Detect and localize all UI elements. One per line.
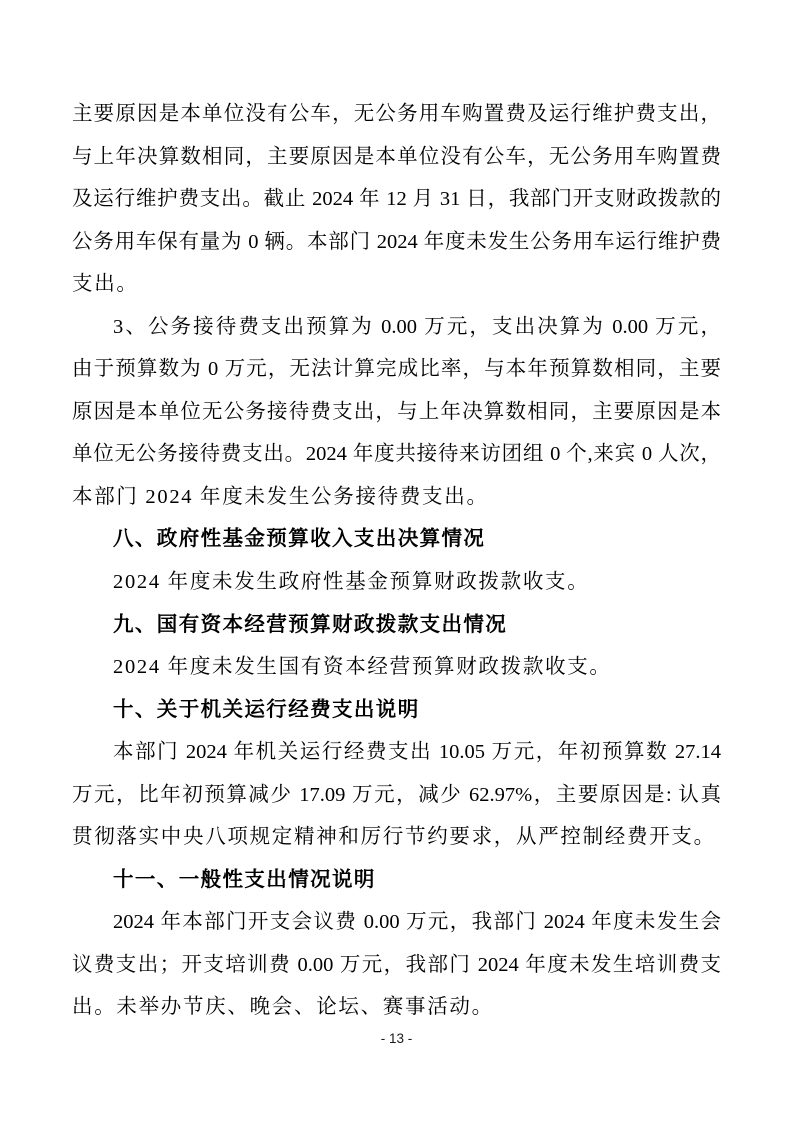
text-line: 2024 年度未发生国有资本经营预算财政拨款收支。	[113, 656, 612, 679]
section-heading: 十一、一般性支出情况说明	[113, 867, 376, 891]
text-line: 出。未举办节庆、晚会、论坛、赛事活动。	[72, 996, 494, 1019]
text-line: 原因是本单位无公务接待费支出，与上年决算数相同，主要原因是本	[72, 400, 721, 423]
section-heading: 八、政府性基金预算收入支出决算情况	[113, 527, 486, 551]
text-line: 公务用车保有量为 0 辆。本部门 2024 年度未发生公务用车运行维护费	[72, 230, 721, 253]
section-heading: 九、国有资本经营预算财政拨款支出情况	[113, 612, 508, 636]
text-line: 2024 年度未发生政府性基金预算财政拨款收支。	[113, 571, 590, 594]
text-line: 本部门 2024 年机关运行经费支出 10.05 万元，年初预算数 27.14	[113, 741, 721, 764]
text-line: 及运行维护费支出。截止 2024 年 12 月 31 日，我部门开支财政拨款的	[72, 188, 721, 211]
text-line: 单位无公务接待费支出。2024 年度共接待来访团组 0 个,来宾 0 人次，	[72, 443, 721, 466]
text-line: 议费支出；开支培训费 0.00 万元，我部门 2024 年度未发生培训费支	[72, 953, 721, 976]
text-line: 2024 年本部门开支会议费 0.00 万元，我部门 2024 年度未发生会	[113, 911, 721, 934]
page-footer	[0, 1029, 793, 1049]
page-number: - 13 -	[380, 1031, 413, 1046]
text-line: 支出。	[72, 273, 139, 296]
text-line: 万元，比年初预算减少 17.09 万元，减少 62.97%，主要原因是: 认真	[72, 783, 721, 806]
text-line: 由于预算数为 0 万元，无法计算完成比率，与本年预算数相同，主要	[72, 358, 721, 381]
text-line: 与上年决算数相同，主要原因是本单位没有公车，无公务用车购置费	[72, 145, 721, 168]
document-body	[72, 93, 721, 1029]
text-line: 主要原因是本单位没有公车，无公务用车购置费及运行维护费支出，	[72, 103, 721, 125]
text-line: 本部门 2024 年度未发生公务接待费支出。	[72, 485, 489, 508]
text-line: 3、公务接待费支出预算为 0.00 万元，支出决算为 0.00 万元，	[113, 315, 721, 338]
section-heading: 十、关于机关运行经费支出说明	[113, 697, 420, 721]
text-line: 贯彻落实中央八项规定精神和厉行节约要求，从严控制经费开支。	[72, 826, 716, 849]
